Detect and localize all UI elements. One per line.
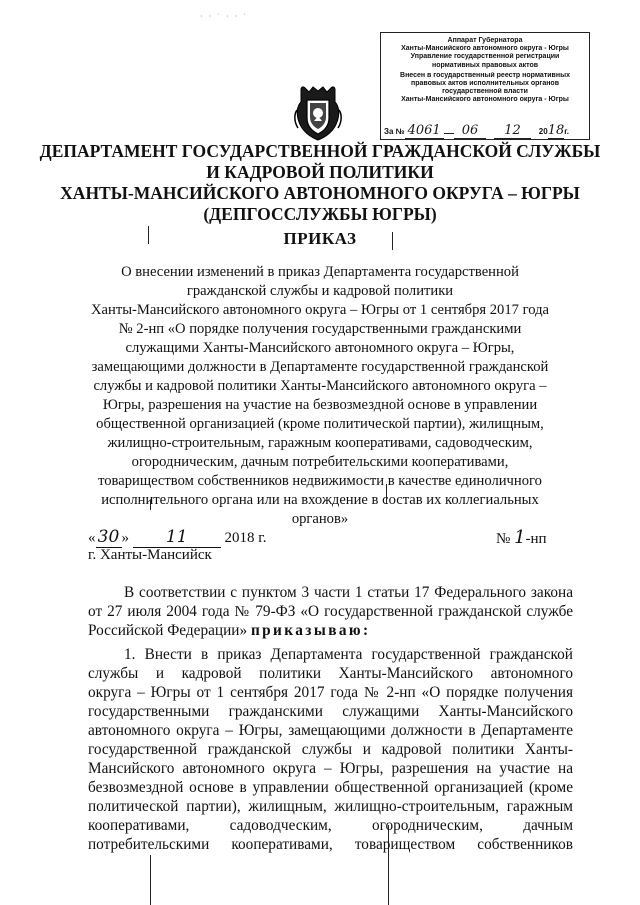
document-type: ПРИКАЗ xyxy=(283,229,357,248)
date-year: 2018 г. xyxy=(224,530,267,546)
subject-line: исполнительного органа или на вхождение в состав их коллегиальных xyxy=(101,492,539,508)
date-day: 30 xyxy=(96,527,122,548)
order-number xyxy=(496,527,547,548)
scan-mark xyxy=(150,855,151,905)
stamp-line: Ханты-Мансийского автономного округа - Югры xyxy=(401,96,569,104)
number-prefix: № xyxy=(496,531,511,547)
stamp-line: Аппарат Губернатора xyxy=(447,37,523,44)
date-close-quote: » xyxy=(121,530,129,546)
subject-line: служащими Ханты-Мансийского автономного округа – Югры, xyxy=(125,340,515,356)
heading-line: И КАДРОВОЙ ПОЛИТИКИ xyxy=(206,162,434,182)
stamp-reg-number: 4061 xyxy=(405,123,444,139)
subject-line: № 2-нп «О порядке получения государственными гражданскими xyxy=(118,321,522,337)
stamp-reg-prefix: За № xyxy=(384,126,405,136)
subject-line: Ханты-Мансийского автономного округа – Югры от 1 сентября 2017 года xyxy=(91,302,549,318)
item-line: кооперативами, садоводческим, огородническим, дачным xyxy=(88,817,573,834)
item-line: потребительскими кооперативами, товариществом собственников xyxy=(88,836,573,853)
order-word: приказываю: xyxy=(250,622,371,639)
item-line: политической партии), жилищным, жилищно-строительным, гаражным xyxy=(88,798,573,815)
scan-noise: · · ˙ · · ˙ xyxy=(200,12,248,21)
subject-line: органов» xyxy=(291,511,349,527)
preamble-last-line xyxy=(88,621,573,640)
date-open-quote: « xyxy=(88,530,96,546)
subject-line: общественной организацией (кроме политической партии), жилищным, xyxy=(96,416,544,432)
stamp-reg-month: 12 xyxy=(494,123,531,139)
stamp-line: правовых актов исполнительных органов xyxy=(410,80,560,88)
subject-line: службы и кадровой политики Ханты-Мансийского автономного округа – xyxy=(93,378,547,394)
order-subject xyxy=(80,263,560,529)
item-line: безвозмездной основе в управлении общественной организацией (кроме xyxy=(88,779,573,796)
number-value: 1 xyxy=(514,527,526,548)
order-city: г. Ханты-Мансийск xyxy=(88,547,212,563)
item-1-paragraph xyxy=(88,645,573,854)
stamp-reg-year-suffix: г. xyxy=(564,126,570,136)
preamble-line: В соответствии с пунктом 3 части 1 статьи 17 Федерального закона xyxy=(124,584,573,601)
heading-line: ХАНТЫ-МАНСИЙСКОГО АВТОНОМНОГО ОКРУГА – ЮГРЫ xyxy=(60,183,580,203)
subject-line: товариществом собственников недвижимости в качестве единоличного xyxy=(98,473,542,489)
stamp-reg-year-prefix: 20 xyxy=(538,126,548,136)
subject-line: замещающими должности в Департаменте государственной гражданской xyxy=(91,359,549,375)
coat-of-arms-emblem xyxy=(293,84,343,142)
department-heading xyxy=(0,141,640,225)
registration-stamp xyxy=(380,32,590,140)
stamp-registration-line xyxy=(384,122,586,138)
stamp-line: Ханты-Мансийского автономного округа - Югры xyxy=(401,45,569,53)
stamp-line: государственной власти xyxy=(442,88,528,96)
item-line: государственными гражданскими служащими Ханты-Мансийского xyxy=(88,703,573,720)
subject-line: жилищно-строительным, гаражным кооперативами, садоводческим, xyxy=(107,435,533,451)
stamp-line: нормативных правовых актов xyxy=(431,61,539,69)
item-line: Мансийского автономного округа – Югры, разрешения на участие на xyxy=(88,760,573,777)
order-date xyxy=(88,527,266,548)
subject-line: гражданской службы и кадровой политики xyxy=(186,283,454,299)
subject-line: Югры, разрешения на участие на безвозмездной основе в управлении xyxy=(102,397,538,413)
stamp-reg-day: 06 xyxy=(454,123,487,139)
stamp-reg-year: 18 xyxy=(547,122,565,138)
heading-line: (ДЕПГОССЛУЖБЫ ЮГРЫ) xyxy=(203,204,437,224)
stamp-line: Внесен в государственный реестр нормативных xyxy=(400,71,570,79)
item-line: округа – Югры от 1 сентября 2017 года № 2-нп «О порядке получения xyxy=(88,684,573,701)
item-line: службы и кадровой политики Ханты-Мансийского автономного xyxy=(88,665,573,682)
item-line: автономного округа – Югры, замещающими должности в Департаменте xyxy=(88,722,573,739)
subject-line: огородническим, дачным потребительскими кооперативами, xyxy=(131,454,509,470)
date-month: 11 xyxy=(133,527,221,548)
preamble-line: от 27 июля 2004 года № 79-ФЗ «О государственной гражданской службе xyxy=(88,603,573,620)
preamble-last-text: Российской Федерации» xyxy=(88,622,248,639)
number-suffix: -нп xyxy=(525,531,547,547)
stamp-line: Управление государственной регистрации xyxy=(410,53,560,61)
subject-line: О внесении изменений в приказ Департамента государственной xyxy=(121,264,519,280)
heading-line: ДЕПАРТАМЕНТ ГОСУДАРСТВЕННОЙ ГРАЖДАНСКОЙ СЛУЖБЫ xyxy=(39,141,601,161)
preamble-paragraph xyxy=(88,583,573,640)
item-line: 1. Внести в приказ Департамента государственной гражданской xyxy=(124,646,573,663)
item-line: государственной гражданской службы и кадровой политики Ханты- xyxy=(88,741,573,758)
